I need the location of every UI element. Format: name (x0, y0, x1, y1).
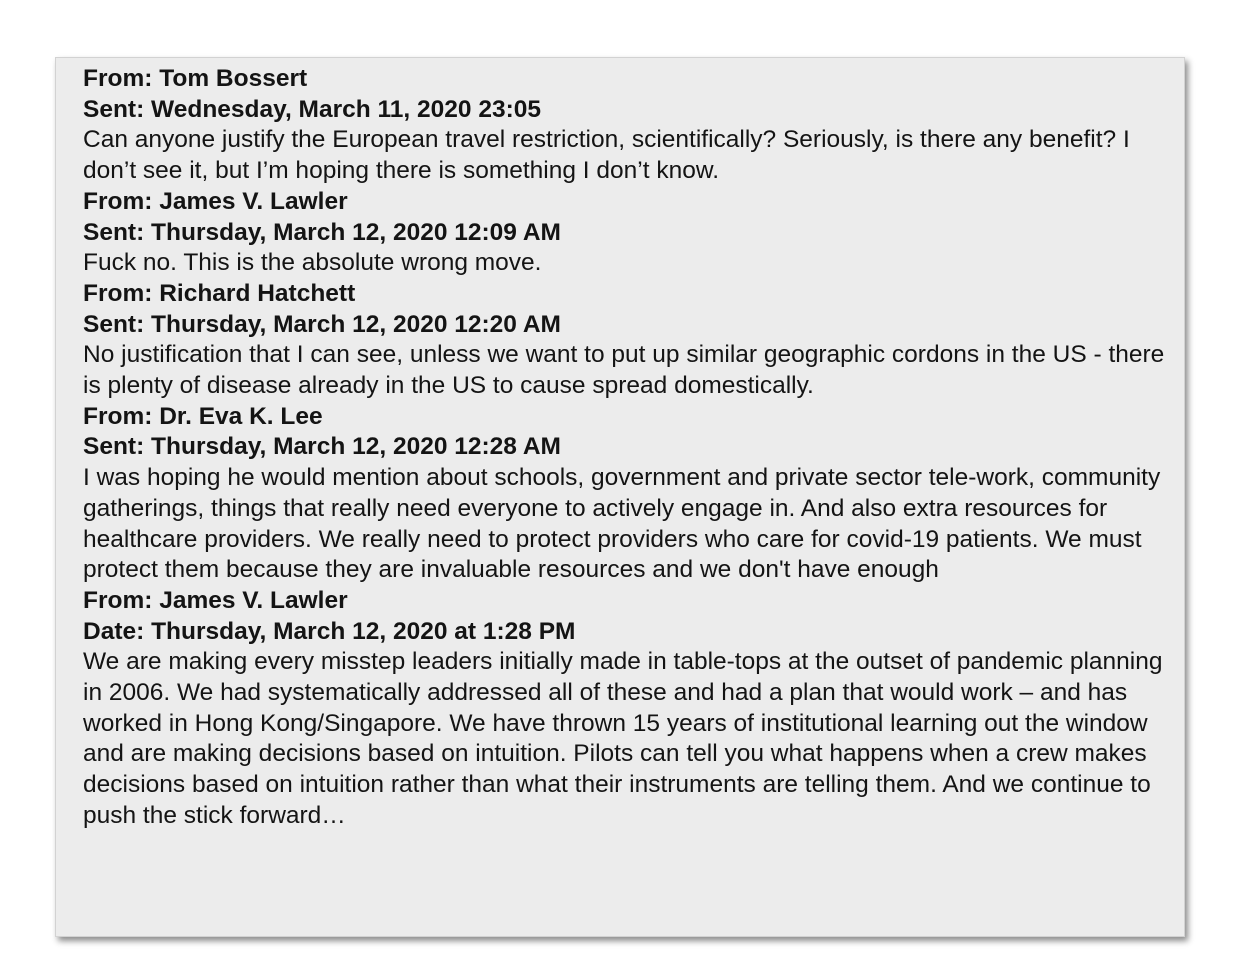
email-sent: Sent: Wednesday, March 11, 2020 23:05 (83, 95, 542, 123)
email-sent: Sent: Thursday, March 12, 2020 12:09 AM (83, 218, 561, 246)
email-body: Fuck no. This is the absolute wrong move. (83, 249, 542, 277)
email-from: From: James V. Lawler (83, 586, 348, 614)
email-message (83, 64, 1178, 187)
email-sent: Sent: Thursday, March 12, 2020 12:28 AM (83, 433, 561, 461)
email-from: From: Tom Bossert (83, 65, 308, 92)
email-message (83, 586, 1178, 832)
email-body: I was hoping he would mention about schools, government and private sector tele-work, community gatherings, things that really need everyone to actively engage in. And also extra resources for healthcare providers. We really need to protect providers who care for covid-19 patients. We must protect them because they are invaluable resources and we don't have enough (83, 464, 1161, 584)
email-thread-card (55, 57, 1185, 937)
email-from: From: Dr. Eva K. Lee (83, 402, 323, 430)
email-body: No justification that I can see, unless we want to put up similar geographic cordons in the US - there is plenty of disease already in the US to cause spread domestically. (83, 341, 1165, 400)
email-sent: Sent: Thursday, March 12, 2020 12:20 AM (83, 310, 561, 338)
email-message (83, 187, 1178, 279)
email-date: Date: Thursday, March 12, 2020 at 1:28 PM (83, 617, 576, 645)
email-from: From: Richard Hatchett (83, 279, 356, 307)
email-body: Can anyone justify the European travel restriction, scientifically? Seriously, is there any benefit? I don’t see it, but I’m hoping there is something I don’t know. (83, 126, 1130, 185)
email-from: From: James V. Lawler (83, 187, 348, 215)
email-thread (83, 64, 1178, 832)
email-message (83, 402, 1178, 586)
email-message (83, 279, 1178, 402)
email-body: We are making every misstep leaders initially made in table-tops at the outset of pandemic planning in 2006. We had systematically addressed all of these and had a plan that would work – and has worked in Hong Kong/Singapore. We have thrown 15 years of institutional learning out the window and are making decisions based on intuition. Pilots can tell you what happens when a crew makes decisions based on intuition rather than what their instruments are telling them. And we continue to push the stick forward… (83, 648, 1163, 829)
